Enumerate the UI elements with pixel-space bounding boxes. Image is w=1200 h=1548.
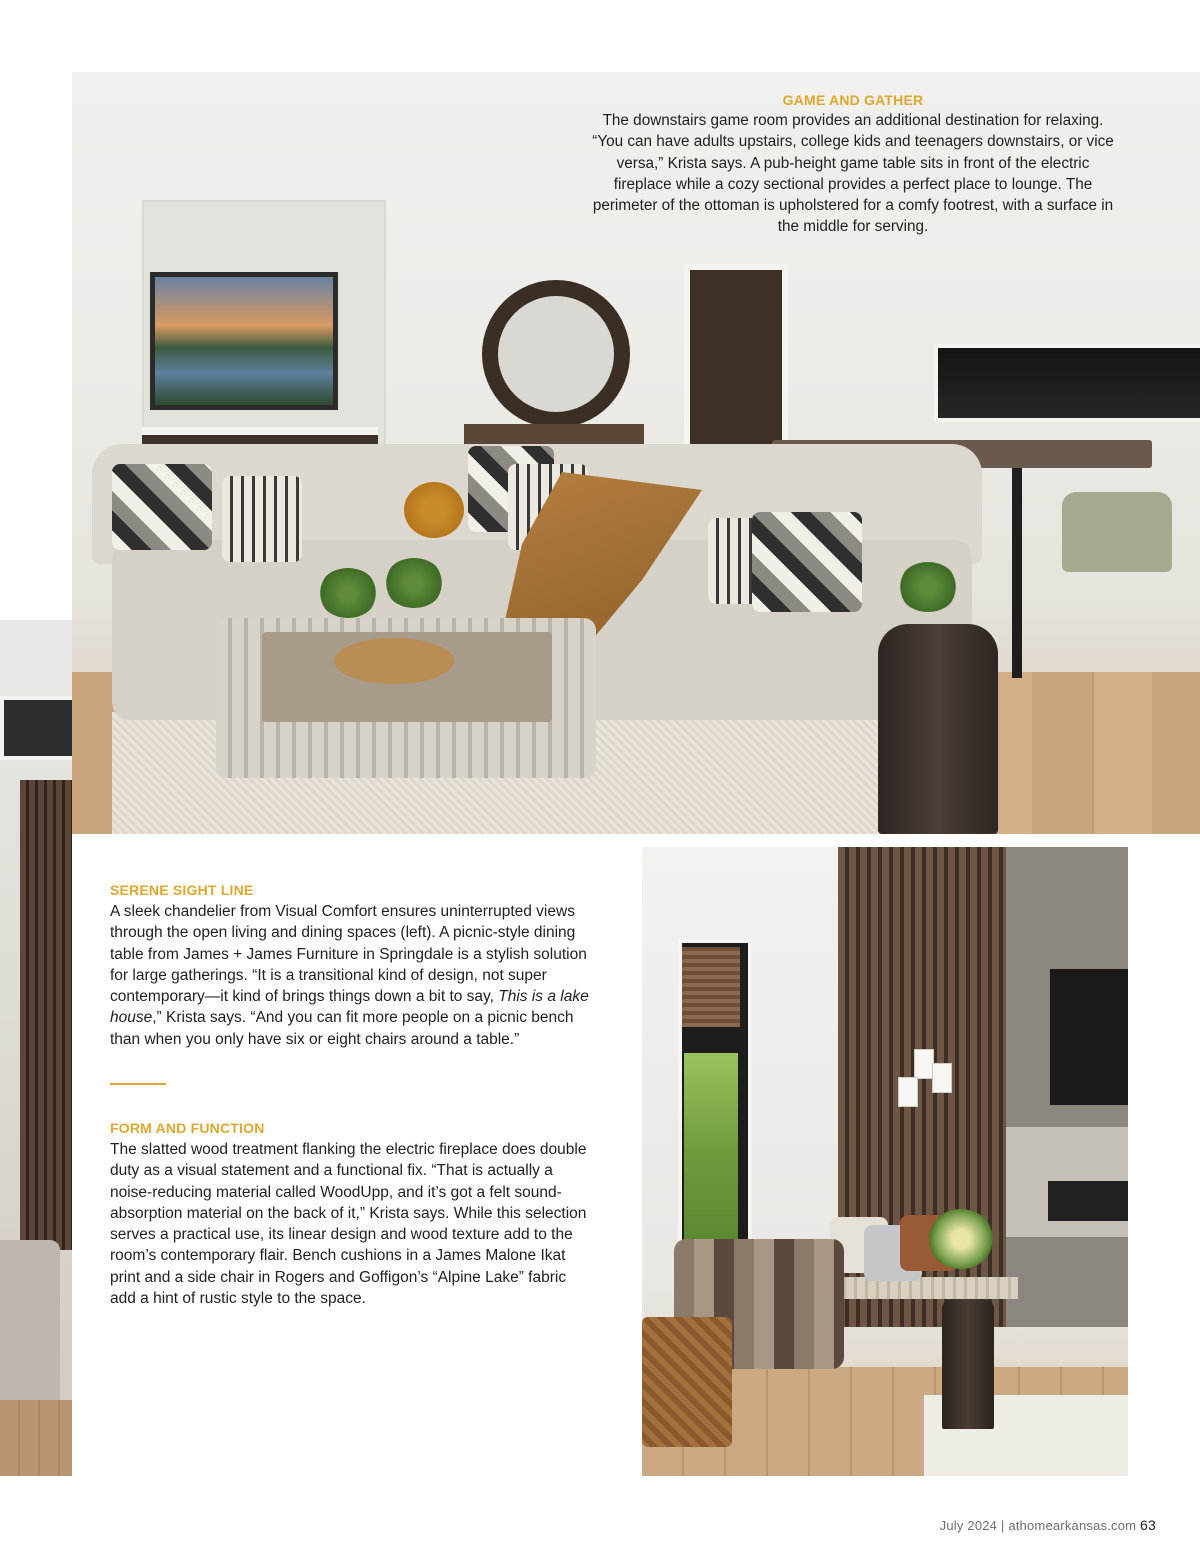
- section-body: [110, 901, 596, 1050]
- wood-stool: [942, 1299, 994, 1429]
- section-body: The slatted wood treatment flanking the electric fireplace does double duty as a visual statement and a functional fix. “That is actually a noise-reducing material called WoodUpp, and it’s got a felt sound-absorption material on the back of it,” Krista says. While this selection serves a practical use, its linear design and wood texture add to the room’s contemporary flair. Bench cushions in a James Malone Ikat print and a side chair in Rogers and Goffigon’s “Alpine Lake” fabric add a hint of rustic style to the space.: [110, 1141, 587, 1308]
- section-form-and-function: [110, 1120, 596, 1309]
- fern-plant: [384, 558, 444, 608]
- wall-sconce: [898, 1077, 918, 1107]
- section-heading: SERENE SIGHT LINE: [110, 882, 254, 898]
- wood-floor: [0, 1400, 72, 1476]
- section-divider: [110, 1083, 166, 1085]
- window-blind: [682, 947, 740, 1027]
- television: [1050, 969, 1128, 1105]
- bar-chair: [1062, 492, 1172, 572]
- caption-heading: GAME AND GATHER: [782, 92, 924, 108]
- fern-plant: [898, 562, 958, 612]
- body-text: A sleek chandelier from Visual Comfort ensures uninterrupted views through the open living and dining spaces (left). A picnic-style dining table from James + James Furniture in Springdale is a stylish solution for large gatherings. “It is a transitional kind of design, not super contemporary—it kind of brings things down a bit to say,: [110, 903, 587, 1006]
- footer-separator: |: [1000, 1518, 1005, 1533]
- fern-plant: [318, 568, 378, 618]
- electric-fireplace: [934, 344, 1200, 422]
- body-text: ,” Krista says. “And you can fit more people on a picnic bench than when you only have six or eight chairs around a table.”: [110, 1009, 574, 1048]
- wall-sconce: [932, 1063, 952, 1093]
- electric-fireplace: [1048, 1181, 1128, 1221]
- geometric-pillow: [112, 464, 212, 550]
- page-number: 63: [1140, 1517, 1156, 1533]
- footer-date: July 2024: [939, 1518, 998, 1533]
- geometric-pillow: [752, 512, 862, 612]
- footer-site: athomearkansas.com: [1008, 1518, 1137, 1533]
- table-leg: [1012, 468, 1022, 678]
- sofa: [0, 1240, 60, 1400]
- round-mirror: [482, 280, 630, 428]
- fireplace-nook-photo: [642, 847, 1128, 1476]
- page-footer: [940, 1517, 1156, 1533]
- slat-wall: [20, 780, 72, 1250]
- caption-game-and-gather: [586, 92, 1120, 238]
- wall-sconce: [914, 1049, 934, 1079]
- landscape-painting: [150, 272, 338, 410]
- window: [0, 696, 72, 760]
- drum-side-table: [878, 624, 998, 834]
- section-serene-sight-line: [110, 882, 596, 1050]
- dining-space-photo: [0, 620, 72, 1476]
- woven-tray: [334, 638, 454, 684]
- flower-arrangement: [928, 1209, 994, 1269]
- caption-body: The downstairs game room provides an additional destination for relaxing. “You can have adults upstairs, college kids and teenagers downstairs, or vice versa,” Krista says. A pub-height game table sits in front of the electric fireplace while a cozy sectional provides a perfect place to lounge. The perimeter of the ottoman is upholstered for a comfy footrest, with a surface in the middle for serving.: [592, 112, 1114, 236]
- bench: [824, 1277, 1018, 1299]
- knot-pillow: [404, 482, 464, 538]
- section-heading: FORM AND FUNCTION: [110, 1120, 265, 1136]
- body-italic: This is a lake house: [110, 988, 589, 1027]
- woven-basket: [642, 1317, 732, 1447]
- striped-pillow: [222, 476, 302, 562]
